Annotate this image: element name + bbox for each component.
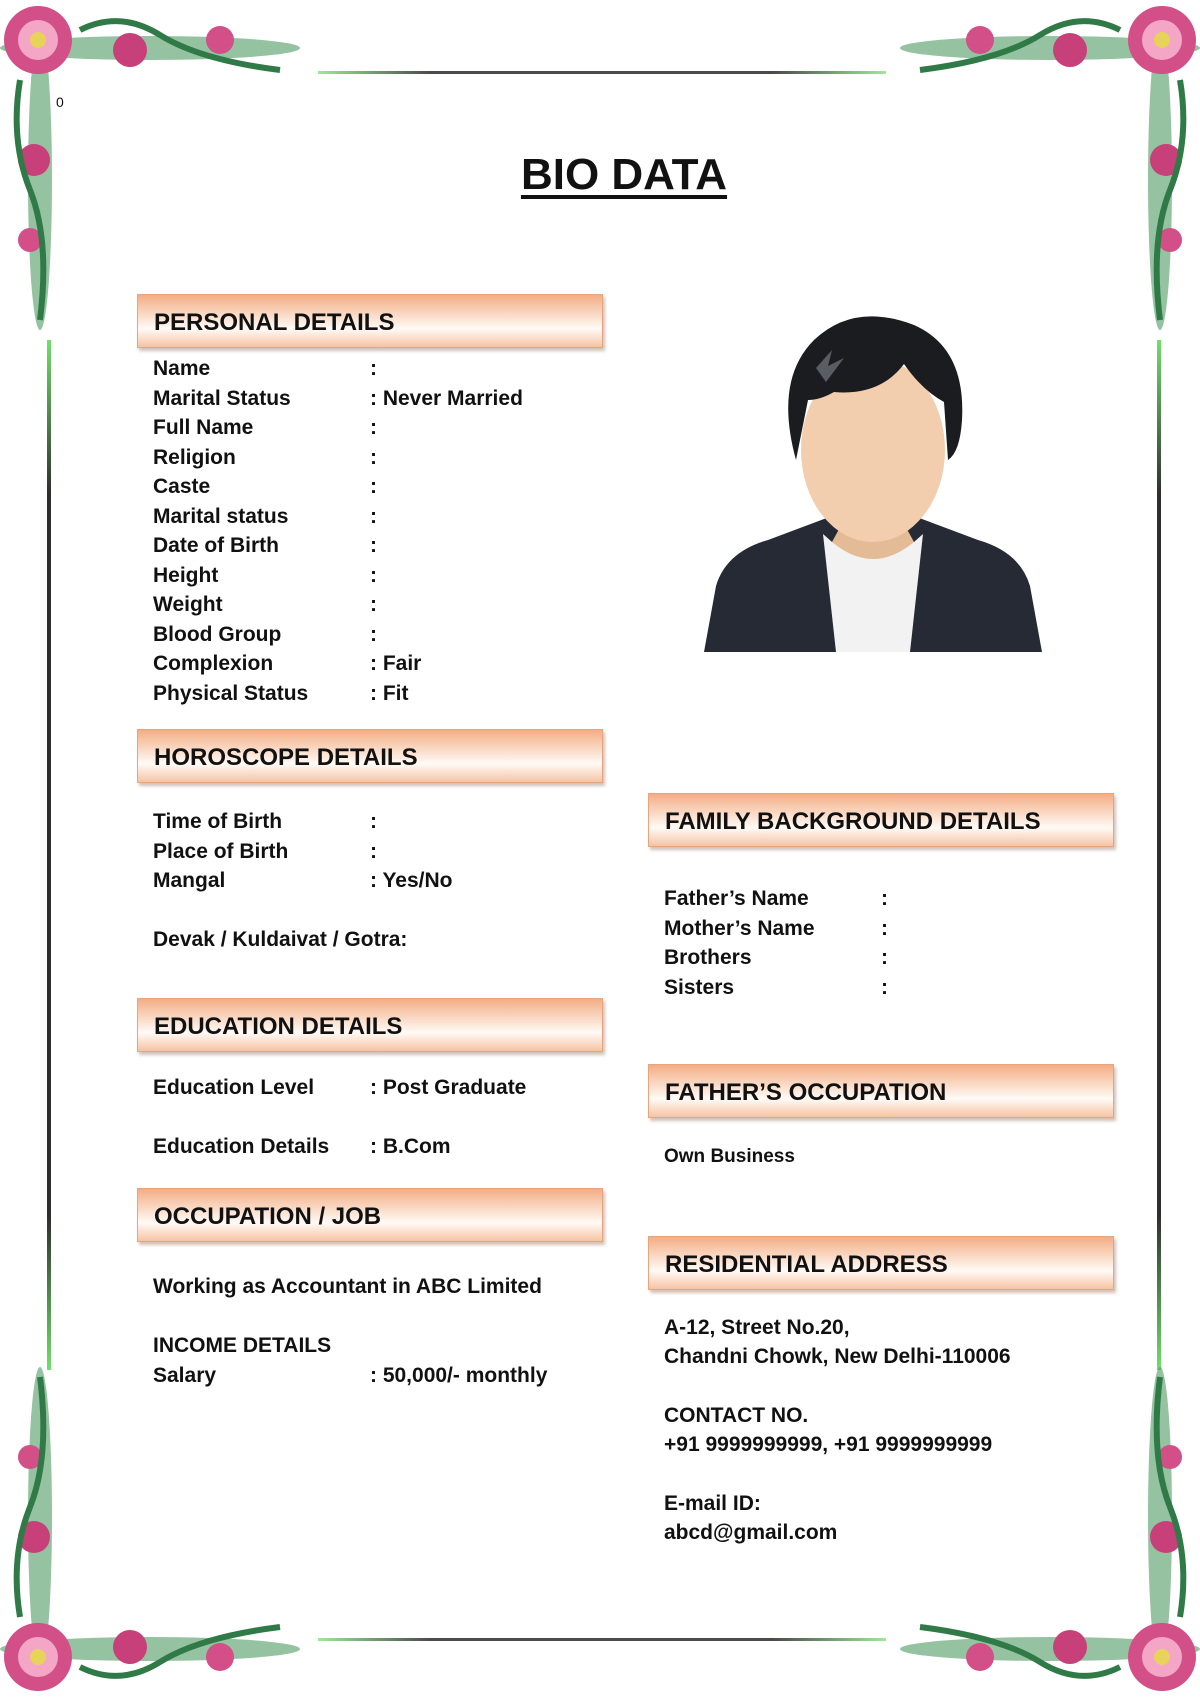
- gotra-label: Devak / Kuldaivat / Gotra:: [153, 928, 408, 951]
- contact-value: +91 9999999999, +91 9999999999: [664, 1433, 993, 1456]
- contact-label: CONTACT NO.: [664, 1404, 809, 1427]
- occupation-text: Working as Accountant in ABC Limited: [153, 1275, 542, 1298]
- personal-label: Caste: [153, 475, 211, 498]
- personal-value: :: [370, 593, 377, 616]
- personal-label: Height: [153, 563, 219, 587]
- education-value: : B.Com: [370, 1135, 451, 1158]
- floral-corner-bottom-left: [0, 1357, 320, 1697]
- personal-label: Marital Status: [153, 386, 291, 410]
- personal-value: :: [370, 475, 377, 498]
- personal-value: : Never Married: [370, 386, 523, 410]
- personal-value: :: [370, 416, 377, 439]
- education-details-heading: EDUCATION DETAILS: [137, 998, 603, 1052]
- frame-left-line: [47, 340, 51, 1370]
- salary-value: : 50,000/- monthly: [370, 1364, 548, 1387]
- personal-details-heading: PERSONAL DETAILS: [137, 294, 603, 348]
- education-value: : Post Graduate: [370, 1076, 527, 1099]
- horoscope-value: :: [370, 839, 377, 863]
- horoscope-label: Mangal: [153, 869, 226, 892]
- personal-value: :: [370, 563, 377, 587]
- personal-label: Physical Status: [153, 681, 309, 705]
- address-line-1: A-12, Street No.20,: [664, 1316, 850, 1339]
- education-label: Education Details: [153, 1135, 330, 1158]
- frame-top-line: [318, 71, 886, 74]
- salary-label: Salary: [153, 1364, 217, 1387]
- personal-label: Religion: [153, 445, 236, 469]
- address-line-2: Chandni Chowk, New Delhi-110006: [664, 1345, 1011, 1368]
- horoscope-value: : Yes/No: [370, 869, 453, 892]
- personal-value: :: [370, 534, 377, 557]
- page-marker: 0: [56, 94, 64, 110]
- personal-value: :: [370, 357, 377, 380]
- personal-label: Full Name: [153, 416, 254, 439]
- personal-value: :: [370, 504, 377, 528]
- horoscope-label: Time of Birth: [153, 810, 283, 833]
- page-title: BIO DATA: [520, 150, 728, 199]
- personal-label: Date of Birth: [153, 534, 279, 557]
- email-label: E-mail ID:: [664, 1492, 761, 1515]
- family-label: Sisters: [664, 975, 735, 999]
- family-value: :: [881, 887, 888, 910]
- family-value: :: [881, 916, 888, 940]
- horoscope-value: :: [370, 810, 377, 833]
- family-background-heading: FAMILY BACKGROUND DETAILS: [648, 793, 1114, 847]
- floral-corner-bottom-right: [880, 1357, 1200, 1697]
- personal-value: :: [370, 445, 377, 469]
- horoscope-label: Place of Birth: [153, 839, 289, 863]
- father-occupation-text: Own Business: [664, 1146, 795, 1167]
- personal-value: : Fit: [370, 681, 409, 705]
- email-value: abcd@gmail.com: [664, 1521, 838, 1544]
- personal-label: Name: [153, 357, 211, 380]
- frame-bottom-line: [318, 1638, 886, 1641]
- family-label: Father’s Name: [664, 887, 809, 910]
- residential-address-heading: RESIDENTIAL ADDRESS: [648, 1236, 1114, 1290]
- family-value: :: [881, 975, 888, 999]
- personal-label: Marital status: [153, 504, 289, 528]
- father-occupation-heading: FATHER’S OCCUPATION: [648, 1064, 1114, 1118]
- education-label: Education Level: [153, 1076, 315, 1099]
- family-label: Brothers: [664, 946, 752, 969]
- income-details-heading: INCOME DETAILS: [153, 1334, 332, 1357]
- frame-right-line: [1157, 340, 1161, 1370]
- family-label: Mother’s Name: [664, 916, 815, 940]
- profile-avatar-image: [704, 310, 1042, 652]
- personal-label: Complexion: [153, 652, 274, 675]
- horoscope-details-heading: HOROSCOPE DETAILS: [137, 729, 603, 783]
- family-value: :: [881, 946, 888, 969]
- personal-label: Blood Group: [153, 622, 282, 646]
- personal-value: :: [370, 622, 377, 646]
- personal-value: : Fair: [370, 652, 422, 675]
- personal-label: Weight: [153, 593, 223, 616]
- occupation-heading: OCCUPATION / JOB: [137, 1188, 603, 1242]
